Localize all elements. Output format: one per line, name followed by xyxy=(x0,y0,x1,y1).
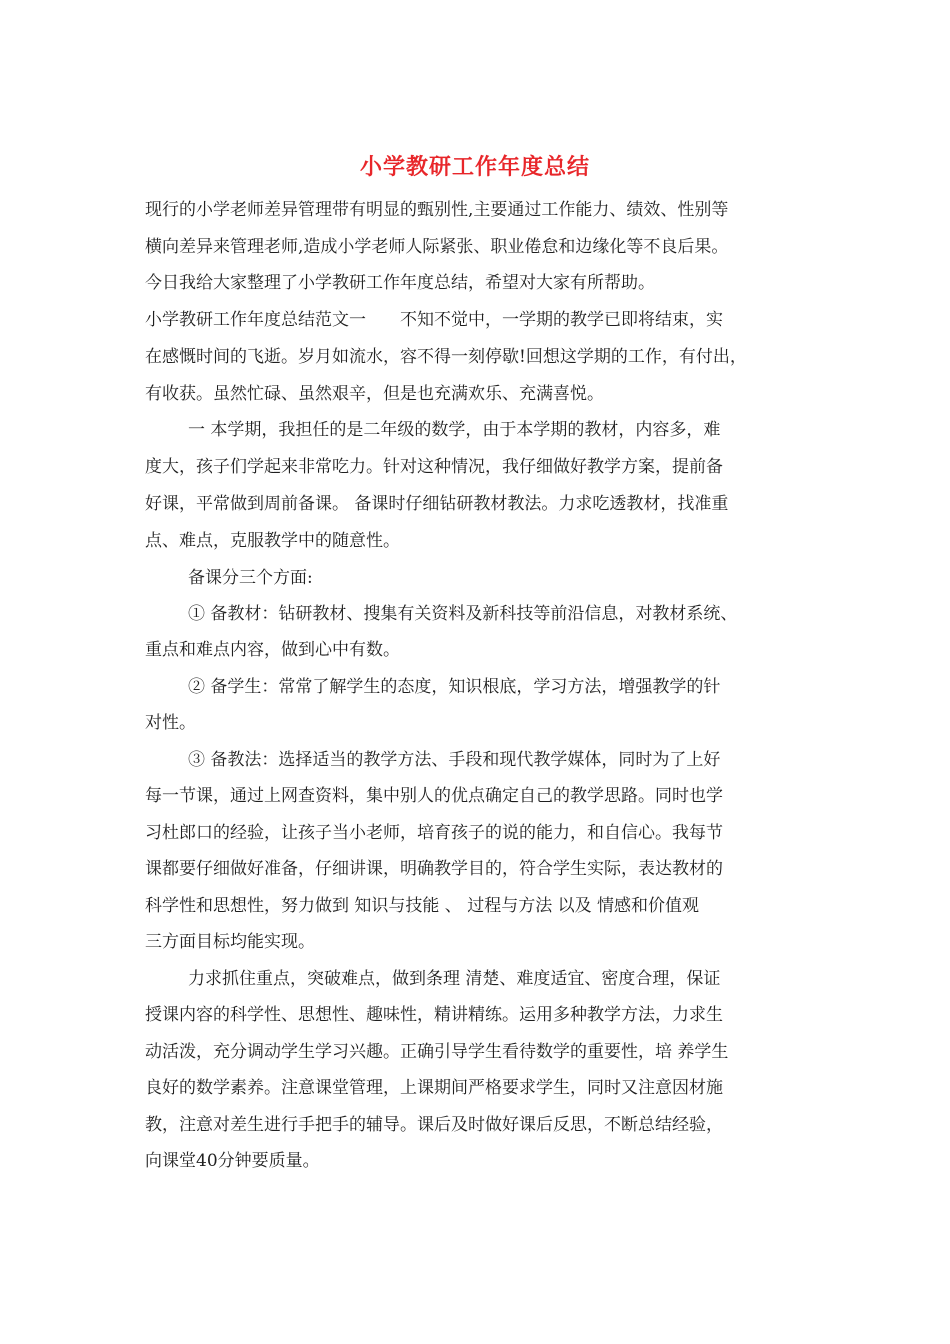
paragraph-line: 一 本学期，我担任的是二年级的数学，由于本学期的教材，内容多，难 xyxy=(188,420,721,440)
paragraph-line: 力求抓住重点，突破难点，做到条理 清楚、难度适宜、密度合理，保证 xyxy=(188,969,721,989)
paragraph-line: 小学教研工作年度总结范文一 不知不觉中，一学期的教学已即将结束，实 xyxy=(145,310,723,330)
paragraph-line: 向课堂40分钟要质量。 xyxy=(145,1151,320,1171)
paragraph-line: 在感慨时间的飞逝。岁月如流水，容不得一刻停歇!回想这学期的工作，有付出， xyxy=(145,347,747,367)
paragraph-line: 课都要仔细做好准备，仔细讲课，明确教学目的，符合学生实际，表达教材的 xyxy=(145,859,723,879)
paragraph-line: 重点和难点内容，做到心中有数。 xyxy=(145,640,400,660)
paragraph-line: 对性。 xyxy=(145,713,196,733)
paragraph-line: ② 备学生：常常了解学生的态度，知识根底，学习方法，增强教学的针 xyxy=(188,677,721,697)
paragraph-line: 好课，平常做到周前备课。 备课时仔细钻研教材教法。力求吃透教材，找准重 xyxy=(145,494,729,514)
paragraph-line: 有收获。虽然忙碌、虽然艰辛，但是也充满欢乐、充满喜悦。 xyxy=(145,384,604,404)
paragraph-line: 科学性和思想性，努力做到 知识与技能 、 过程与方法 以及 情感和价值观 xyxy=(145,896,700,916)
paragraph-line: 现行的小学老师差异管理带有明显的甄别性,主要通过工作能力、绩效、性别等 xyxy=(145,200,729,220)
paragraph-line: 良好的数学素养。注意课堂管理，上课期间严格要求学生，同时又注意因材施 xyxy=(145,1078,723,1098)
document-title: 小学教研工作年度总结 xyxy=(359,154,590,180)
paragraph-line: 横向差异来管理老师,造成小学老师人际紧张、职业倦怠和边缘化等不良后果。 xyxy=(145,237,729,257)
paragraph-line: ③ 备教法：选择适当的教学方法、手段和现代教学媒体，同时为了上好 xyxy=(188,750,721,770)
paragraph-line: 度大，孩子们学起来非常吃力。针对这种情况，我仔细做好教学方案，提前备 xyxy=(145,457,723,477)
paragraph-line: 动活泼，充分调动学生学习兴趣。正确引导学生看待数学的重要性，培 养学生 xyxy=(145,1042,729,1062)
paragraph-line: 备课分三个方面: xyxy=(188,568,313,588)
paragraph-line: 习杜郎口的经验，让孩子当小老师，培育孩子的说的能力，和自信心。我每节 xyxy=(145,823,723,843)
paragraph-line: 点、难点，克服教学中的随意性。 xyxy=(145,531,400,551)
paragraph-line: 三方面目标均能实现。 xyxy=(145,932,315,952)
paragraph-line: 今日我给大家整理了小学教研工作年度总结，希望对大家有所帮助。 xyxy=(145,273,655,293)
paragraph-line: 教，注意对差生进行手把手的辅导。课后及时做好课后反思，不断总结经验， xyxy=(145,1115,723,1135)
paragraph-line: ① 备教材：钻研教材、搜集有关资料及新科技等前沿信息，对教材系统、 xyxy=(188,604,738,624)
paragraph-line: 每一节课，通过上网查资料，集中别人的优点确定自己的教学思路。同时也学 xyxy=(145,786,723,806)
paragraph-line: 授课内容的科学性、思想性、趣味性，精讲精练。运用多种教学方法，力求生 xyxy=(145,1005,723,1025)
